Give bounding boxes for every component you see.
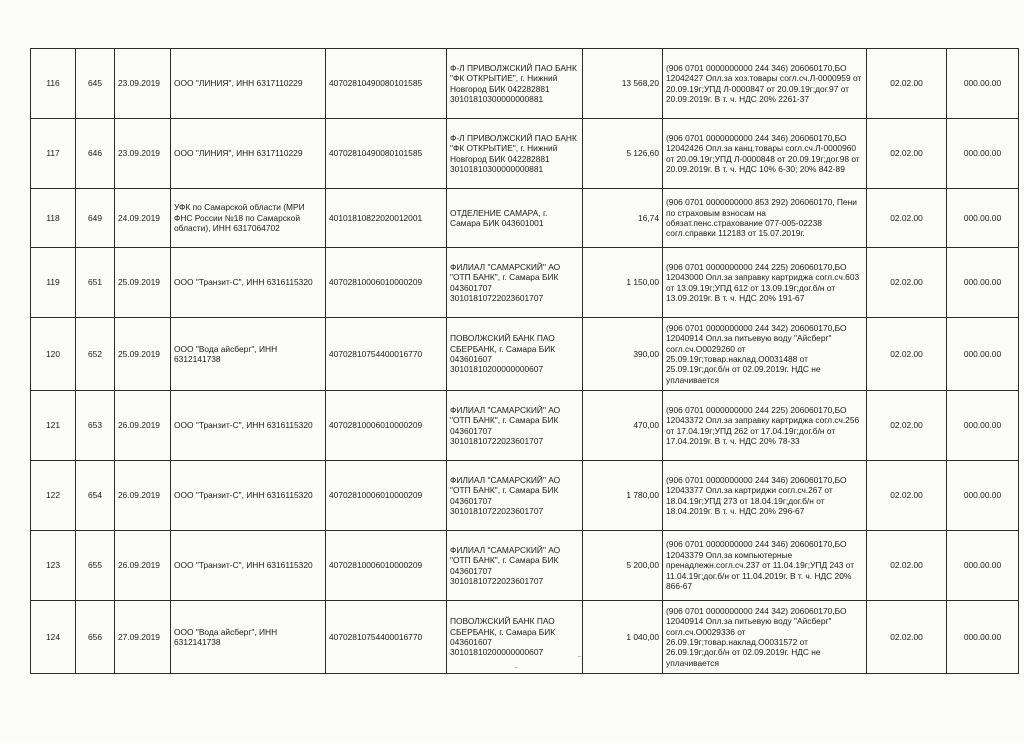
table-row bbox=[31, 248, 1019, 318]
table-row bbox=[31, 119, 1019, 189]
classification-code: 02.02.00 bbox=[867, 391, 947, 461]
extra-code: 000.00.00 bbox=[947, 531, 1019, 601]
extra-code: 000.00.00 bbox=[947, 248, 1019, 318]
payment-purpose: (906 0701 0000000000 244 346) 206060170,БО 12043379 Опл.за компьютерные пренадлежн.согл.сч.237 от 11.04.19г;УПД 243 от 11.04.19г;дог.б/н от 11.04.2019г. В т. ч. НДС 20% 866-67 bbox=[663, 531, 867, 601]
table-row bbox=[31, 461, 1019, 531]
payee-account: 40702810754400016770 bbox=[326, 318, 447, 391]
extra-code: 000.00.00 bbox=[947, 391, 1019, 461]
document-number: 652 bbox=[76, 318, 115, 391]
payee-account: 40702810006010000209 bbox=[326, 391, 447, 461]
classification-code: 02.02.00 bbox=[867, 189, 947, 248]
row-number: 116 bbox=[31, 49, 76, 119]
payment-amount: 1 780,00 bbox=[583, 461, 663, 531]
payment-date: 23.09.2019 bbox=[115, 119, 171, 189]
payee-name: ООО "Транзит-С", ИНН 6316115320 bbox=[171, 461, 326, 531]
extra-code: 000.00.00 bbox=[947, 461, 1019, 531]
payment-date: 27.09.2019 bbox=[115, 601, 171, 674]
table-body bbox=[31, 49, 1019, 674]
classification-code: 02.02.00 bbox=[867, 318, 947, 391]
payment-date: 26.09.2019 bbox=[115, 461, 171, 531]
payment-purpose: (906 0701 0000000000 244 346) 206060170,БО 12043377 Опл.за картриджи согл.сч.267 от 18.04.19г;УПД 273 от 18.04.19г;дог.б/н от 18.04.2019г. В т. ч. НДС 20% 296-67 bbox=[663, 461, 867, 531]
payee-name: ООО "ЛИНИЯ", ИНН 6317110229 bbox=[171, 49, 326, 119]
payee-name: УФК по Самарской области (МРИ ФНС России №18 по Самарской области), ИНН 6317064702 bbox=[171, 189, 326, 248]
table-row bbox=[31, 531, 1019, 601]
scan-speck bbox=[578, 656, 581, 657]
document-number: 655 bbox=[76, 531, 115, 601]
row-number: 119 bbox=[31, 248, 76, 318]
extra-code: 000.00.00 bbox=[947, 318, 1019, 391]
payment-register-table bbox=[30, 48, 1019, 674]
payee-name: ООО "Вода айсберг", ИНН 6312141738 bbox=[171, 601, 326, 674]
payee-name: ООО "Вода айсберг", ИНН 6312141738 bbox=[171, 318, 326, 391]
payee-bank: ФИЛИАЛ "САМАРСКИЙ" АО "ОТП БАНК", г. Самара БИК 043601707 30101810722023601707 bbox=[447, 248, 583, 318]
payment-purpose: (906 0701 0000000000 244 225) 206060170,БО 12043372 Опл.за заправку картриджа согл.сч.256 от 17.04.19г;УПД 262 от 17.04.19г;дог.б/н от 17.04.2019г. В т. ч. НДС 20% 78-33 bbox=[663, 391, 867, 461]
payee-account: 40702810006010000209 bbox=[326, 248, 447, 318]
document-number: 654 bbox=[76, 461, 115, 531]
classification-code: 02.02.00 bbox=[867, 601, 947, 674]
payment-date: 26.09.2019 bbox=[115, 391, 171, 461]
payee-bank: ПОВОЛЖСКИЙ БАНК ПАО СБЕРБАНК, г. Самара БИК 043601607 30101810200000000607 bbox=[447, 318, 583, 391]
classification-code: 02.02.00 bbox=[867, 248, 947, 318]
payment-amount: 390,00 bbox=[583, 318, 663, 391]
payment-purpose: (906 0701 0000000000 853 292) 206060170, Пени по страховым взносам на обязат.пенс.страхование 077-005-02238 согл.справки 112183 от 15.07.2019г. bbox=[663, 189, 867, 248]
table-row bbox=[31, 391, 1019, 461]
payee-name: ООО "Транзит-С", ИНН 6316115320 bbox=[171, 531, 326, 601]
payee-name: ООО "Транзит-С", ИНН 6316115320 bbox=[171, 391, 326, 461]
document-number: 656 bbox=[76, 601, 115, 674]
classification-code: 02.02.00 bbox=[867, 49, 947, 119]
payment-date: 25.09.2019 bbox=[115, 318, 171, 391]
payment-purpose: (906 0701 0000000000 244 225) 206060170,БО 12043000 Опл.за заправку картриджа согл.сч.603 от 13.09.19г;УПД 612 от 13.09.19г;дог.б/н от 13.09.2019г. В т. ч. НДС 20% 191-67 bbox=[663, 248, 867, 318]
extra-code: 000.00.00 bbox=[947, 189, 1019, 248]
payee-bank: ОТДЕЛЕНИЕ САМАРА, г. Самара БИК 043601001 bbox=[447, 189, 583, 248]
payment-purpose: (906 0701 0000000000 244 346) 206060170,БО 12042426 Опл.за канц.товары согл.сч.Л-0000960 от 20.09.19г;УПД Л-0000848 от 20.09.19г;дог.98 от 20.09.2019г. В т. ч. НДС 10% 6-30; 20% 842-89 bbox=[663, 119, 867, 189]
payee-account: 40702810006010000209 bbox=[326, 531, 447, 601]
document-number: 646 bbox=[76, 119, 115, 189]
table-row bbox=[31, 189, 1019, 248]
payment-purpose: (906 0701 0000000000 244 346) 206060170,БО 12042427 Опл.за хоз.товары согл.сч.Л-0000959 от 20.09.19г;УПД Л-0000847 от 20.09.19г;дог.97 от 20.09.2019г. В т. ч. НДС 20% 2261-37 bbox=[663, 49, 867, 119]
extra-code: 000.00.00 bbox=[947, 601, 1019, 674]
payment-purpose: (906 0701 0000000000 244 342) 206060170,БО 12040914 Опл.за питьевую воду "Айсберг" согл.сч.О0029336 от 26.09.19г;товар.наклад.О0031572 от 26.09.19г;дог.б/н от 02.09.2019г. НДС не уплачивается bbox=[663, 601, 867, 674]
payee-bank: ПОВОЛЖСКИЙ БАНК ПАО СБЕРБАНК, г. Самара БИК 043601607 30101810200000000607 bbox=[447, 601, 583, 674]
table-row bbox=[31, 49, 1019, 119]
payee-bank: ФИЛИАЛ "САМАРСКИЙ" АО "ОТП БАНК", г. Самара БИК 043601707 30101810722023601707 bbox=[447, 461, 583, 531]
document-number: 651 bbox=[76, 248, 115, 318]
payment-date: 23.09.2019 bbox=[115, 49, 171, 119]
payee-account: 40702810490080101585 bbox=[326, 119, 447, 189]
classification-code: 02.02.00 bbox=[867, 461, 947, 531]
table-row bbox=[31, 601, 1019, 674]
row-number: 123 bbox=[31, 531, 76, 601]
payment-amount: 5 126,60 bbox=[583, 119, 663, 189]
payee-name: ООО "Транзит-С", ИНН 6316115320 bbox=[171, 248, 326, 318]
payee-bank: ФИЛИАЛ "САМАРСКИЙ" АО "ОТП БАНК", г. Самара БИК 043601707 30101810722023601707 bbox=[447, 391, 583, 461]
payment-amount: 16,74 bbox=[583, 189, 663, 248]
payee-account: 40101810822020012001 bbox=[326, 189, 447, 248]
payment-amount: 470,00 bbox=[583, 391, 663, 461]
payment-date: 25.09.2019 bbox=[115, 248, 171, 318]
payment-amount: 5 200,00 bbox=[583, 531, 663, 601]
row-number: 117 bbox=[31, 119, 76, 189]
row-number: 118 bbox=[31, 189, 76, 248]
payment-date: 24.09.2019 bbox=[115, 189, 171, 248]
document-number: 653 bbox=[76, 391, 115, 461]
document-number: 649 bbox=[76, 189, 115, 248]
payee-bank: ФИЛИАЛ "САМАРСКИЙ" АО "ОТП БАНК", г. Самара БИК 043601707 30101810722023601707 bbox=[447, 531, 583, 601]
classification-code: 02.02.00 bbox=[867, 119, 947, 189]
table-row bbox=[31, 318, 1019, 391]
row-number: 121 bbox=[31, 391, 76, 461]
row-number: 124 bbox=[31, 601, 76, 674]
document-number: 645 bbox=[76, 49, 115, 119]
payee-bank: Ф-Л ПРИВОЛЖСКИЙ ПАО БАНК "ФК ОТКРЫТИЕ", г. Нижний Новгород БИК 042282881 30101810300000000881 bbox=[447, 119, 583, 189]
extra-code: 000.00.00 bbox=[947, 119, 1019, 189]
payment-date: 26.09.2019 bbox=[115, 531, 171, 601]
payee-name: ООО "ЛИНИЯ", ИНН 6317110229 bbox=[171, 119, 326, 189]
payee-account: 40702810754400016770 bbox=[326, 601, 447, 674]
payment-amount: 13 568,20 bbox=[583, 49, 663, 119]
classification-code: 02.02.00 bbox=[867, 531, 947, 601]
row-number: 122 bbox=[31, 461, 76, 531]
row-number: 120 bbox=[31, 318, 76, 391]
payment-amount: 1 040,00 bbox=[583, 601, 663, 674]
payment-amount: 1 150,00 bbox=[583, 248, 663, 318]
scan-speck bbox=[515, 667, 518, 668]
payee-account: 40702810006010000209 bbox=[326, 461, 447, 531]
payee-account: 40702810490080101585 bbox=[326, 49, 447, 119]
payee-bank: Ф-Л ПРИВОЛЖСКИЙ ПАО БАНК "ФК ОТКРЫТИЕ", г. Нижний Новгород БИК 042282881 30101810300000000881 bbox=[447, 49, 583, 119]
payment-purpose: (906 0701 0000000000 244 342) 206060170,БО 12040914 Опл.за питьевую воду "Айсберг" согл.сч.О0029260 от 25.09.19г;товар.наклад.О0031488 от 25.09.19г;дог.б/н от 02.09.2019г. НДС не уплачивается bbox=[663, 318, 867, 391]
extra-code: 000.00.00 bbox=[947, 49, 1019, 119]
